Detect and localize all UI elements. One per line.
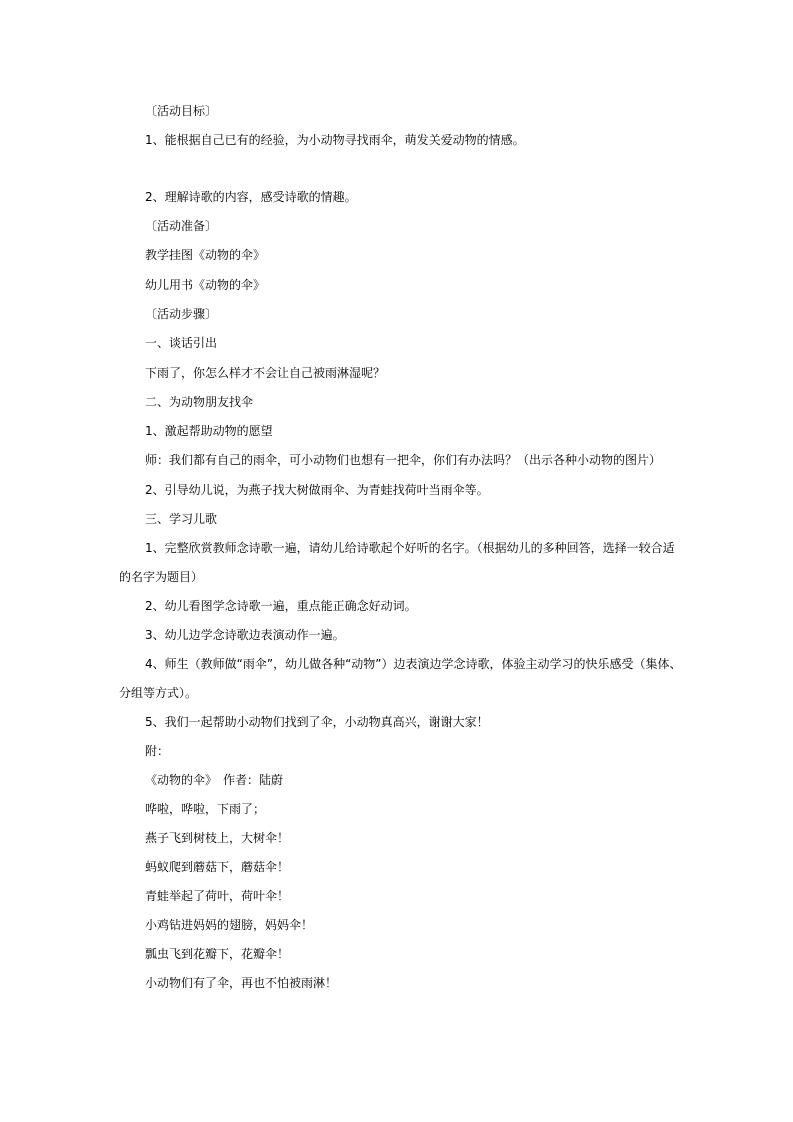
section-2-title: 二、为动物朋友找伞 (145, 395, 254, 409)
prep-item-2: 幼儿用书《动物的伞》 (145, 278, 266, 292)
section-3-item-1-continued: 的名字为题目） (119, 570, 204, 584)
poem-line-3: 蚂蚁爬到蘑菇下，蘑菇伞！ (145, 860, 290, 874)
poem-title: 《动物的伞》 作者：陆蔚 (145, 773, 284, 787)
section-3-item-4: 4、师生（教师做“雨伞”，幼儿做各种“动物”）边表演边学念诗歌，体验主动学习的快乐感受（集体、 (145, 657, 682, 671)
poem-line-6: 瓢虫飞到花瓣下，花瓣伞！ (145, 947, 290, 961)
poem-line-1: 哗啦，哗啦，下雨了； (145, 802, 266, 816)
goal-heading: 〔活动目标〕 (145, 104, 218, 118)
prep-item-1: 教学挂图《动物的伞》 (145, 248, 266, 262)
section-3-item-4-continued: 分组等方式）。 (119, 686, 198, 700)
section-2-item-1: 1、激起帮助动物的愿望 (145, 424, 273, 438)
poem-line-5: 小鸡钻进妈妈的翅膀，妈妈伞！ (145, 918, 314, 932)
prep-heading: 〔活动准备〕 (145, 219, 218, 233)
section-2-item-2: 2、引导幼儿说，为燕子找大树做雨伞、为青蛙找荷叶当雨伞等。 (145, 483, 489, 497)
section-3-title: 三、学习儿歌 (145, 512, 218, 526)
poem-line-7: 小动物们有了伞，再也不怕被雨淋！ (145, 976, 338, 990)
goal-item-1: 1、能根据自己已有的经验，为小动物寻找雨伞，萌发关爱动物的情感。 (145, 133, 525, 147)
poem-line-4: 青蛙举起了荷叶，荷叶伞！ (145, 889, 290, 903)
section-1-title: 一、谈话引出 (145, 336, 218, 350)
section-3-item-2: 2、幼儿看图学念诗歌一遍，重点能正确念好动词。 (145, 599, 417, 613)
goal-item-2: 2、理解诗歌的内容，感受诗歌的情趣。 (145, 190, 357, 204)
section-2-teacher-line: 师：我们都有自己的雨伞，可小动物们也想有一把伞，你们有办法吗？（出示各种小动物的图片） (145, 453, 662, 467)
section-3-item-3: 3、幼儿边学念诗歌边表演动作一遍。 (145, 628, 345, 642)
section-3-item-5: 5、我们一起帮助小动物们找到了伞，小动物真高兴，谢谢大家！ (145, 715, 489, 729)
section-3-item-1: 1、完整欣赏教师念诗歌一遍，请幼儿给诗歌起个好听的名字。（根据幼儿的多种回答，选择一较合适 (145, 541, 675, 555)
steps-heading: 〔活动步骤〕 (145, 307, 218, 321)
section-1-text: 下雨了，你怎么样才不会让自己被雨淋湿呢？ (145, 366, 386, 380)
appendix-label: 附： (145, 744, 170, 758)
poem-line-2: 燕子飞到树枝上，大树伞！ (145, 831, 290, 845)
